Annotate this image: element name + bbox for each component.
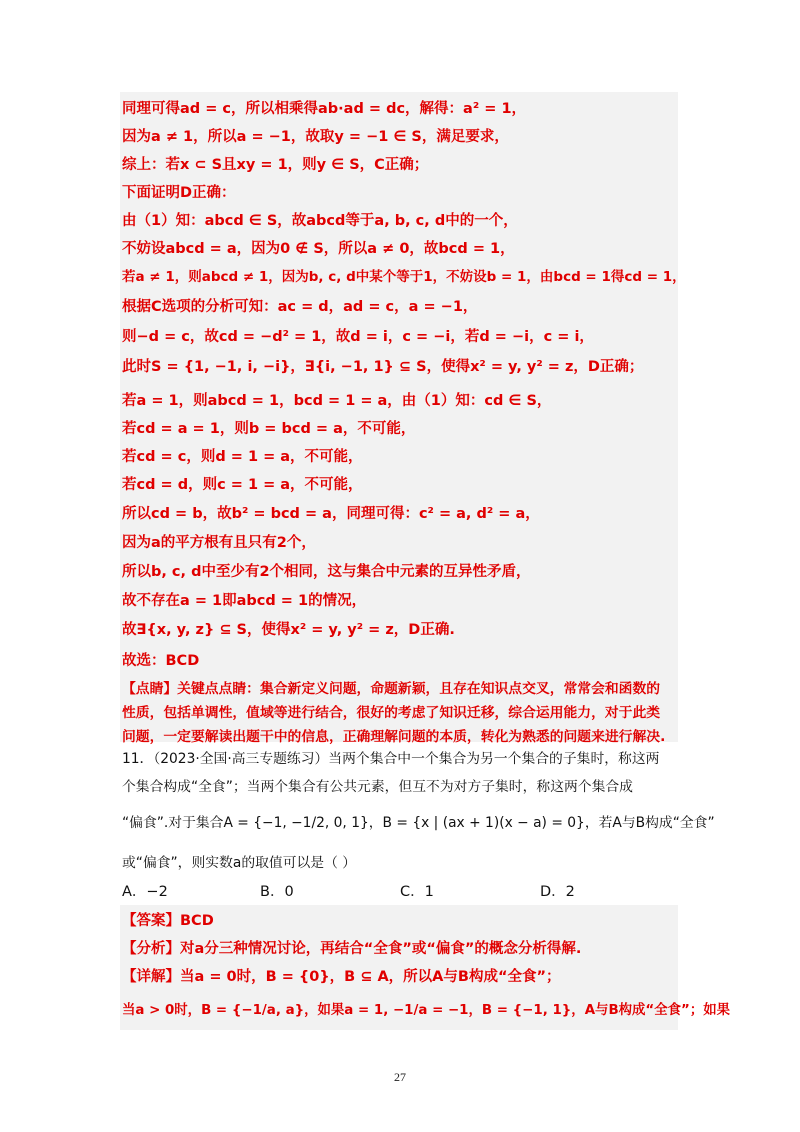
question-line: 或“偏食”，则实数a的取值可以是（ ） [122, 855, 357, 871]
text-line: 根据C选项的分析可知：ac = d，ad = c，a = −1， [122, 299, 478, 315]
detail-line: 当a > 0时，B = {−1/a, a}，如果a = 1, −1/a = −1，B = {−1, 1}，A与B构成“全食”；如果 [122, 1003, 730, 1018]
question-line: 个集合构成“全食”；当两个集合有公共元素，但互不为对方子集时，称这两个集合成 [122, 779, 633, 795]
text-line: 不妨设abcd = a，因为0 ∉ S，所以a ≠ 0，故bcd = 1， [122, 241, 515, 257]
analysis-line: 【分析】对a分三种情况讨论，再结合“全食”或“偏食”的概念分析得解. [122, 941, 582, 957]
text-line: 若a ≠ 1，则abcd ≠ 1，因为b, c, d中某个等于1，不妨设b = 1，由bcd = 1得cd = 1， [122, 269, 686, 285]
text-line: 故不存在a = 1即abcd = 1的情况， [122, 593, 367, 609]
choice-a: A．−2 [122, 884, 168, 900]
text-line: 若cd = d，则c = 1 = a，不可能， [122, 477, 363, 493]
choice-d: D．2 [540, 884, 575, 900]
text-line: 因为a ≠ 1，所以a = −1，故取y = −1 ∈ S，满足要求， [122, 129, 509, 145]
text-line: 由（1）知：abcd ∈ S，故abcd等于a, b, c, d中的一个， [122, 213, 518, 229]
text-line: 同理可得ad = c，所以相乘得ab·ad = dc，解得：a² = 1， [122, 101, 527, 117]
question-line: “偏食”.对于集合A = {−1, −1/2, 0, 1}，B = {x | (ax + 1)(x − a) = 0}，若A与B构成“全食” [122, 815, 715, 831]
answer-choices [122, 880, 682, 902]
choice-b: B．0 [260, 884, 294, 900]
text-line: 若cd = a = 1，则b = bcd = a，不可能， [122, 421, 416, 437]
text-line: 下面证明D正确： [122, 185, 236, 201]
text-line: 所以cd = b，故b² = bcd = a，同理可得：c² = a, d² = a， [122, 506, 540, 522]
answer-label: 【答案】BCD [122, 913, 214, 929]
text-line: 因为a的平方根有且只有2个， [122, 535, 316, 551]
text-line: 则−d = c，故cd = −d² = 1，故d = i，c = −i，若d = −i，c = i， [122, 329, 594, 345]
text-line: 故∃{x, y, z} ⊆ S，使得x² = y, y² = z，D正确. [122, 622, 455, 638]
page-number: 27 [394, 1070, 406, 1084]
final-answer-line: 故选：BCD [122, 653, 200, 669]
detail-line: 【详解】当a = 0时，B = {0}，B ⊆ A，所以A与B构成“全食”； [122, 969, 561, 985]
key-point-line: 【点睛】关键点点睛：集合新定义问题，命题新颖，且存在知识点交叉，常常会和函数的 [122, 681, 661, 697]
key-point-line: 问题，一定要解读出题干中的信息，正确理解问题的本质，转化为熟悉的问题来进行解决. [122, 729, 666, 745]
key-point-line: 性质，包括单调性，值域等进行结合，很好的考虑了知识迁移，综合运用能力，对于此类 [122, 705, 661, 721]
text-line: 综上：若x ⊂ S且xy = 1，则y ∈ S，C正确； [122, 157, 429, 173]
text-line: 此时S = {1, −1, i, −i}，∃{i, −1, 1} ⊆ S，使得x² = y, y² = z，D正确； [122, 359, 644, 375]
text-line: 所以b, c, d中至少有2个相同，这与集合中元素的互异性矛盾， [122, 564, 531, 580]
text-line: 若cd = c，则d = 1 = a，不可能， [122, 449, 363, 465]
text-line: 若a = 1，则abcd = 1，bcd = 1 = a，由（1）知：cd ∈ S， [122, 393, 552, 409]
choice-c: C．1 [400, 884, 434, 900]
question-line: 11．（2023·全国·高三专题练习）当两个集合中一个集合为另一个集合的子集时，称这两 [122, 751, 660, 767]
